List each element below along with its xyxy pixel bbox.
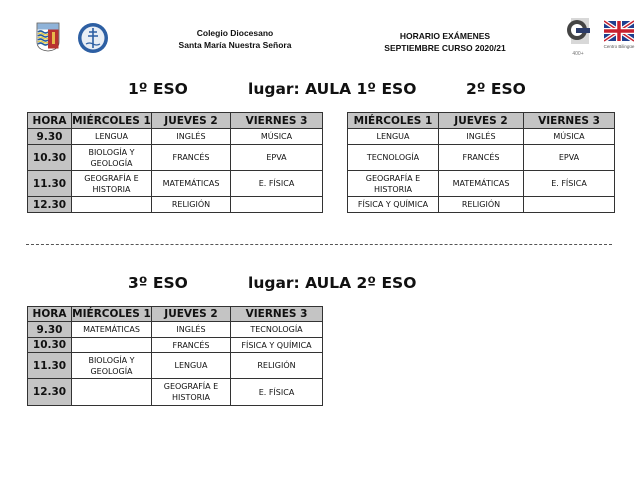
exam-title [360, 30, 530, 54]
exam-cell: FÍSICA Y QUÍMICA [348, 197, 439, 213]
header-jueves: JUEVES 2 [152, 307, 231, 322]
title-2eso: 2º ESO [466, 80, 526, 98]
table-row [28, 145, 323, 171]
title-3eso: 3º ESO [128, 274, 188, 292]
exam-cell: MÚSICA [231, 129, 323, 145]
table-row [348, 129, 615, 145]
exam-cell [524, 197, 615, 213]
exam-cell: MATEMÁTICAS [152, 171, 231, 197]
table-row [348, 171, 615, 197]
exam-cell: FRANCÉS [152, 145, 231, 171]
hora-cell: 11.30 [28, 353, 72, 379]
hora-cell: 9.30 [28, 322, 72, 338]
hora-cell: 10.30 [28, 145, 72, 171]
exam-cell: RELIGIÓN [152, 197, 231, 213]
table-row [28, 171, 323, 197]
exam-cell: FRANCÉS [152, 338, 231, 353]
exam-title-line2: SEPTIEMBRE CURSO 2020/21 [384, 43, 506, 53]
exam-cell [72, 197, 152, 213]
header-hora: HORA [28, 113, 72, 129]
header-hora: HORA [28, 307, 72, 322]
exam-cell: INGLÉS [439, 129, 524, 145]
exam-cell: FRANCÉS [439, 145, 524, 171]
header-miercoles: MIÉRCOLES 1 [72, 308, 151, 320]
header-viernes: VIERNES 3 [231, 113, 323, 129]
hora-cell: 12.30 [28, 379, 72, 406]
hora-cell: 10.30 [28, 338, 72, 353]
table-row [28, 129, 323, 145]
header-miercoles: MIÉRCOLES 1 [72, 114, 151, 127]
exam-cell: BIOLOGÍA Y GEOLOGÍA [72, 145, 152, 171]
exam-cell: E. FÍSICA [524, 171, 615, 197]
exam-cell: MÚSICA [524, 129, 615, 145]
diocese-seal-logo [77, 22, 109, 54]
header-jueves: JUEVES 2 [439, 113, 524, 129]
table-row [28, 338, 323, 353]
exam-cell [72, 379, 152, 406]
exam-cell: TECNOLOGÍA [231, 322, 323, 338]
exam-cell: E. FÍSICA [231, 171, 323, 197]
exam-cell [72, 338, 152, 353]
exam-cell: LENGUA [348, 129, 439, 145]
header-jueves: JUEVES 2 [152, 113, 231, 129]
table-row [28, 322, 323, 338]
anniversary-400-text: 400+ [572, 51, 584, 57]
school-name-line2: Santa María Nuestra Señora [178, 40, 292, 50]
section-divider [26, 244, 612, 245]
exam-cell: BIOLOGÍA Y GEOLOGÍA [72, 353, 152, 379]
table-row [28, 379, 323, 406]
uk-flag-logo [602, 20, 636, 54]
school-shield-logo [36, 22, 60, 52]
table-row [348, 145, 615, 171]
exam-cell: RELIGIÓN [231, 353, 323, 379]
exam-cell: MATEMÁTICAS [439, 171, 524, 197]
hora-cell: 11.30 [28, 171, 72, 197]
header-viernes: VIERNES 3 [231, 307, 323, 322]
exam-cell: TECNOLOGÍA [348, 145, 439, 171]
exam-cell: MATEMÁTICAS [72, 322, 152, 338]
exam-cell: EPVA [524, 145, 615, 171]
school-name-line1: Colegio Diocesano [196, 28, 274, 38]
schedule-table-3eso [27, 306, 323, 406]
schedule-table-1eso [27, 112, 323, 213]
header-viernes: VIERNES 3 [524, 113, 615, 129]
place-aula-1eso: lugar: AULA 1º ESO [248, 80, 417, 98]
exam-cell: GEOGRAFÍA E HISTORIA [72, 171, 152, 197]
exam-cell: LENGUA [72, 129, 152, 145]
hora-cell: 12.30 [28, 197, 72, 213]
title-1eso: 1º ESO [128, 80, 188, 98]
anniversary-400-logo [565, 17, 591, 55]
exam-cell: EPVA [231, 145, 323, 171]
exam-cell: INGLÉS [152, 322, 231, 338]
exam-cell: FÍSICA Y QUÍMICA [231, 338, 323, 353]
exam-title-line1: HORARIO EXÁMENES [399, 31, 491, 41]
exam-cell: LENGUA [152, 353, 231, 379]
exam-cell: E. FÍSICA [231, 379, 323, 406]
exam-cell: GEOGRAFÍA E HISTORIA [152, 379, 231, 406]
uk-flag-caption: Centro Bilingüe [603, 44, 635, 49]
header-miercoles: MIÉRCOLES 1 [348, 113, 439, 129]
table-row [28, 353, 323, 379]
hora-cell: 9.30 [28, 129, 72, 145]
place-aula-2eso: lugar: AULA 2º ESO [248, 274, 417, 292]
exam-cell: GEOGRAFÍA E HISTORIA [348, 171, 439, 197]
exam-cell: RELIGIÓN [439, 197, 524, 213]
exam-cell [231, 197, 323, 213]
table-row [28, 197, 323, 213]
table-row [348, 197, 615, 213]
schedule-table-2eso [347, 112, 615, 213]
exam-cell: INGLÉS [152, 129, 231, 145]
school-name [150, 27, 320, 51]
